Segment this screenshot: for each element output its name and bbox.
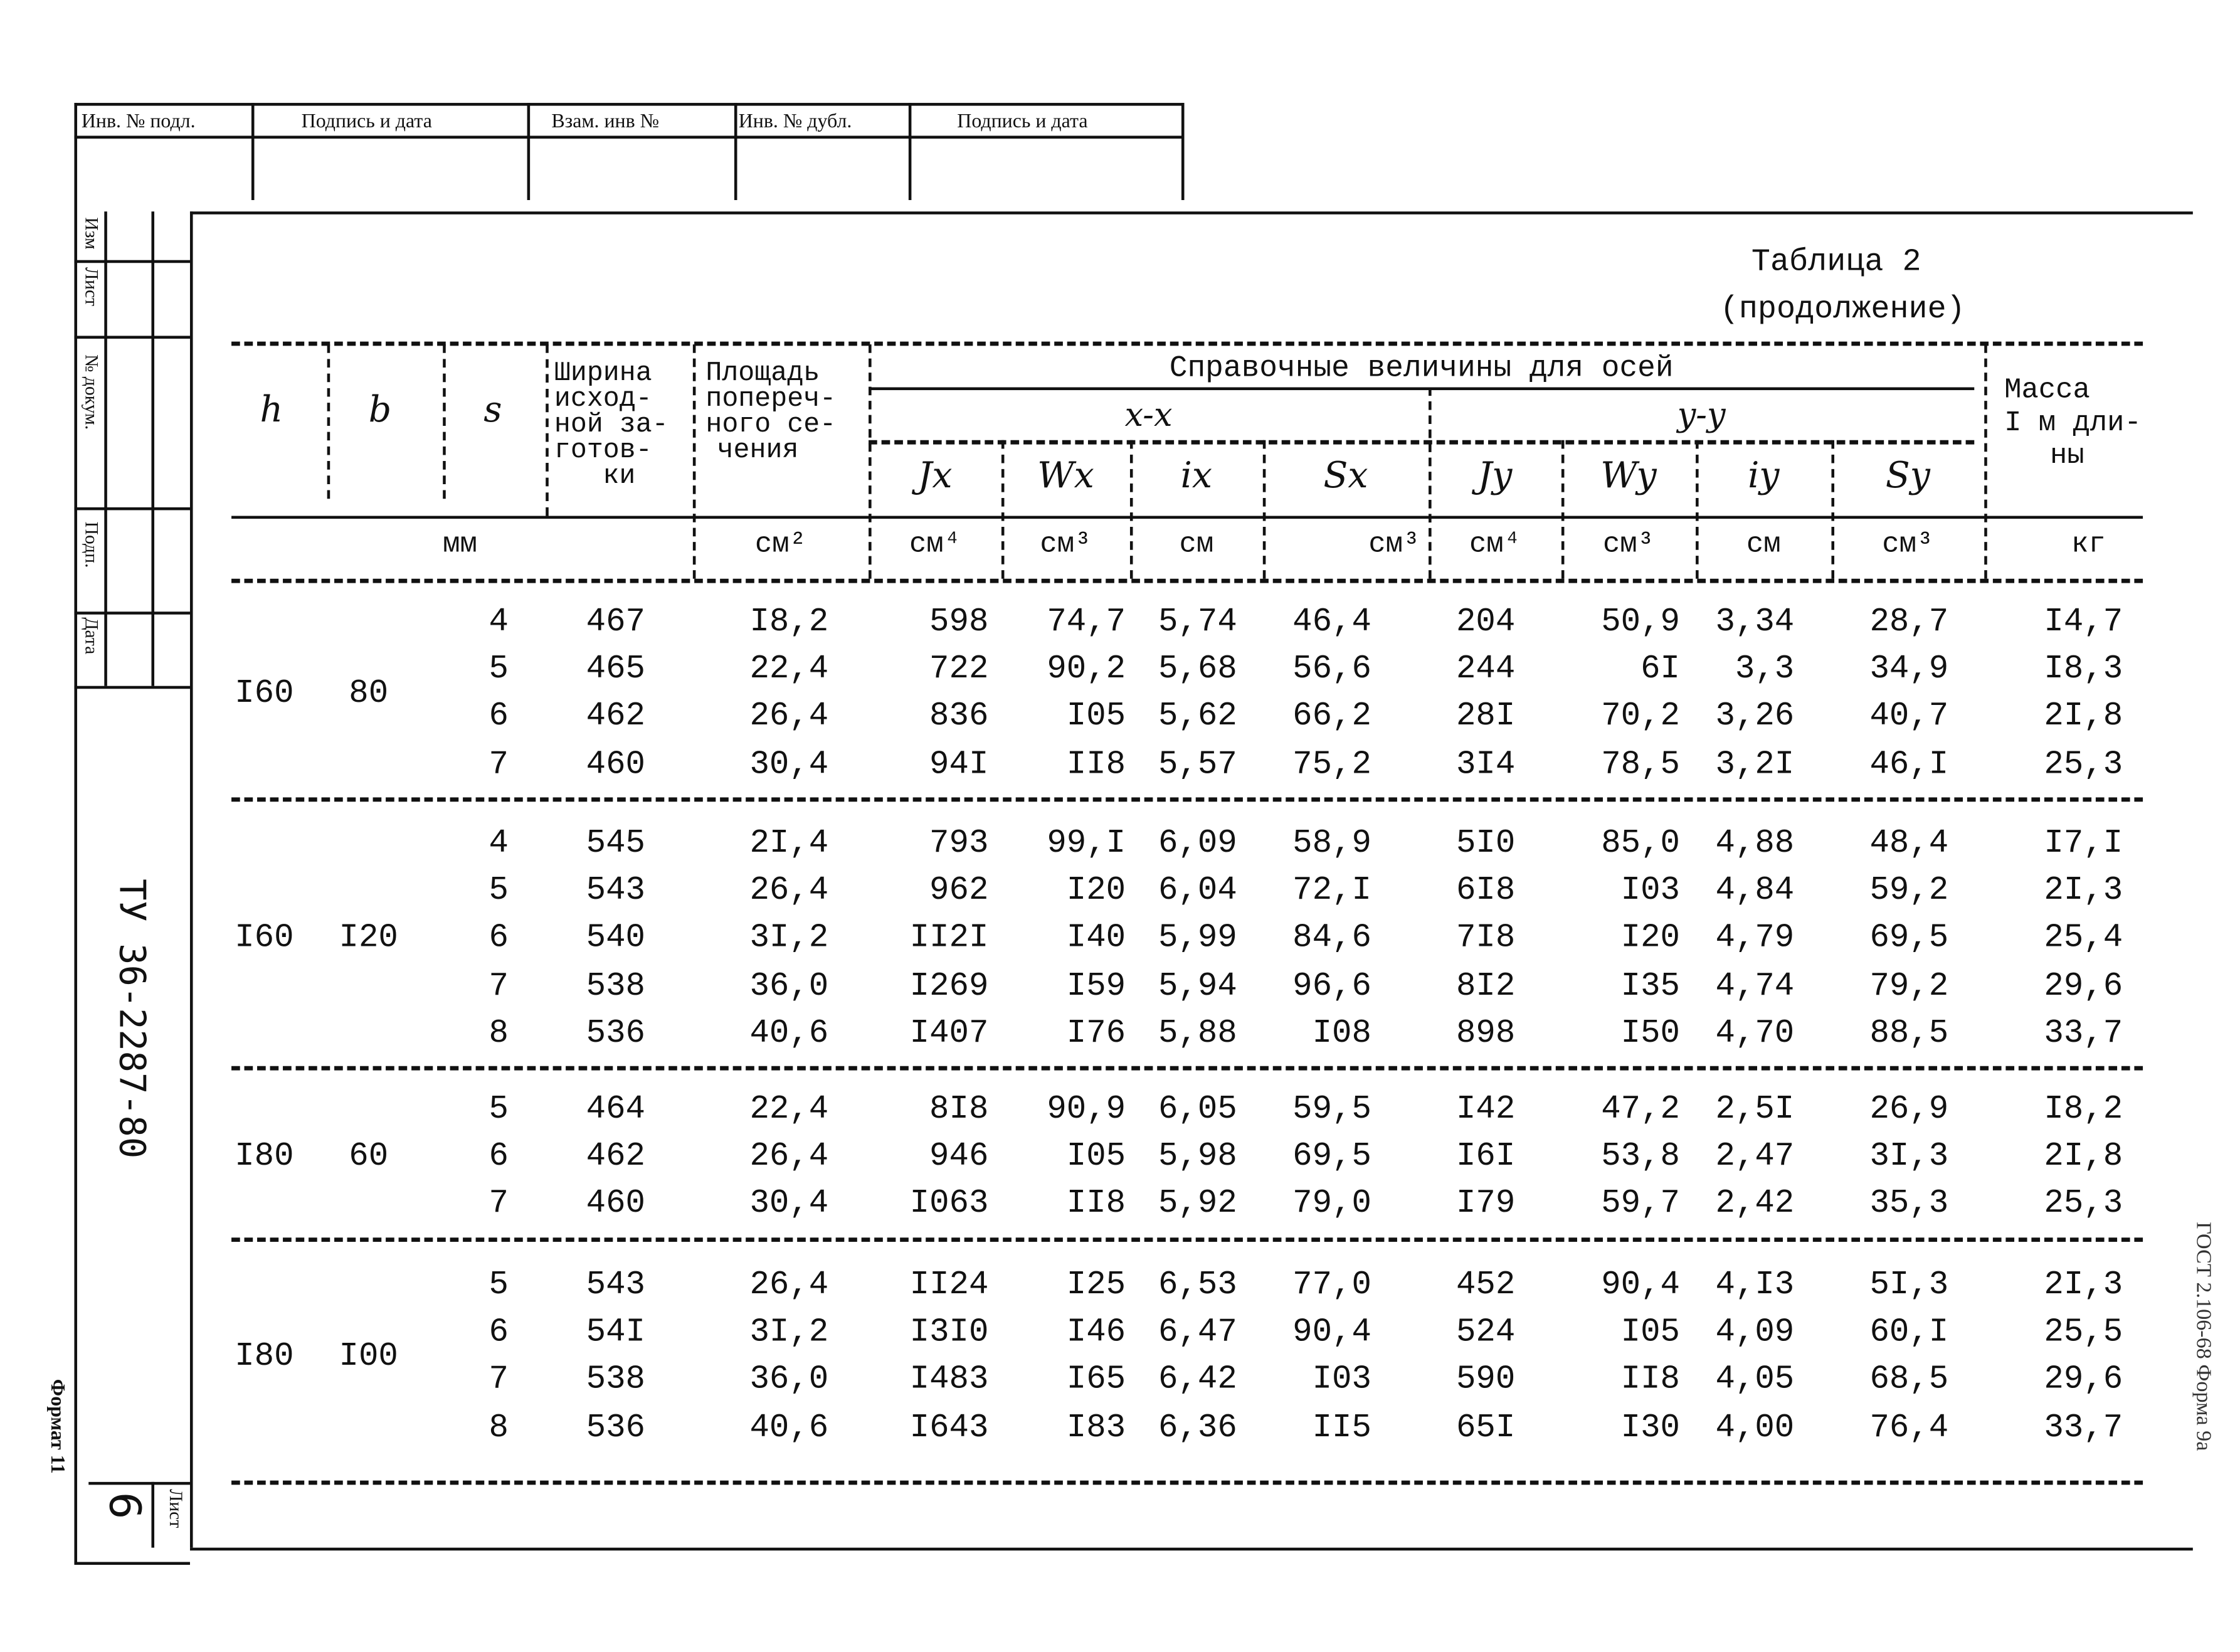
cell-wx: 90,2: [1047, 650, 1126, 688]
cell-ix: 6,47: [1158, 1313, 1237, 1351]
cell-width: 467: [586, 603, 646, 640]
cell-h: I60: [235, 919, 294, 957]
cell-width: 543: [586, 872, 646, 909]
cell-jy: 524: [1455, 1313, 1516, 1351]
cell-s: 7: [489, 1185, 509, 1223]
cell-width: 54I: [586, 1313, 646, 1351]
cell-sy: 46,I: [1869, 745, 1949, 783]
cell-wx: I05: [1066, 1138, 1126, 1175]
cell-wx: I59: [1066, 966, 1126, 1004]
cell-mass: I8,3: [2044, 650, 2123, 688]
cell-sy: 79,2: [1869, 966, 1949, 1004]
cell-mass: 29,6: [2044, 966, 2123, 1004]
cell-mass: 25,3: [2044, 1185, 2123, 1223]
cell-jx: I3I0: [909, 1313, 989, 1351]
header-sep: [443, 344, 446, 499]
cell-iy: 4,09: [1715, 1313, 1795, 1351]
cell-s: 6: [489, 1138, 509, 1175]
margin-row-line: [74, 507, 190, 511]
header-mass: [2004, 374, 2142, 473]
cell-area: 40,6: [749, 1408, 829, 1446]
cell-jy: 244: [1455, 650, 1516, 688]
sheet-box-top: [88, 1482, 190, 1485]
stamp-divider: [251, 103, 255, 200]
stamp-podpis-data-2: Подпись и дата: [957, 111, 1088, 133]
cell-jy: 6I8: [1455, 872, 1516, 909]
cell-iy: 3,2I: [1715, 745, 1795, 783]
unit-mass: кг: [2071, 529, 2106, 562]
cell-b: 80: [349, 674, 389, 712]
cell-ix: 5,68: [1158, 650, 1237, 688]
frame-inner-left: [190, 211, 193, 1547]
cell-s: 5: [489, 650, 509, 688]
frame-bottom-left: [74, 1562, 190, 1565]
frame-top: [190, 211, 2193, 214]
cell-s: 4: [489, 603, 509, 640]
cell-jy: 3I4: [1455, 745, 1516, 783]
margin-dokum: № докум.: [81, 354, 103, 430]
cell-s: 4: [489, 824, 509, 862]
cell-area: 26,4: [749, 697, 829, 736]
cell-wy: 59,7: [1601, 1185, 1680, 1223]
margin-col-line: [104, 211, 107, 686]
header-wx: Wx: [1037, 454, 1094, 496]
cell-iy: 4,79: [1715, 919, 1795, 957]
header-axis-y: y-y: [1677, 397, 1726, 435]
sheet-label: Лист: [166, 1489, 188, 1528]
cell-sx: 75,2: [1292, 745, 1371, 783]
cell-sy: 35,3: [1869, 1185, 1949, 1223]
cell-sx: 59,5: [1292, 1090, 1371, 1128]
cell-sy: 59,2: [1869, 872, 1949, 909]
format-label: Формат 11: [45, 1379, 68, 1474]
cell-jx: 8I8: [929, 1090, 989, 1128]
cell-width: 536: [586, 1408, 646, 1446]
header-width-line: готов-: [554, 434, 652, 466]
cell-area: 3I,2: [749, 919, 829, 957]
header-jx: Jx: [917, 454, 953, 496]
cell-jx: 793: [929, 824, 989, 862]
cell-ix: 5,92: [1158, 1185, 1237, 1223]
cell-wx: 99,I: [1047, 824, 1126, 862]
cell-width: 538: [586, 966, 646, 1004]
cell-h: I80: [235, 1337, 294, 1375]
header-sep: [546, 344, 549, 516]
sheet-number: 6: [98, 1491, 149, 1520]
cell-s: 8: [489, 1014, 509, 1052]
cell-mass: I4,7: [2044, 603, 2123, 640]
stamp-divider: [527, 103, 531, 200]
margin-row-line: [74, 612, 190, 615]
header-reference: Справочные величины для осей: [1169, 352, 1674, 386]
cell-sx: 56,6: [1292, 650, 1371, 688]
cell-sy: 69,5: [1869, 919, 1949, 957]
axis-under-rule: [869, 440, 1974, 445]
cell-width: 462: [586, 1138, 646, 1175]
header-sep: [327, 344, 330, 499]
cell-width: 464: [586, 1090, 646, 1128]
header-bottom-rule: [231, 516, 2143, 519]
header-ix: ix: [1180, 454, 1213, 496]
cell-jx: I483: [909, 1361, 989, 1399]
cell-jx: II24: [909, 1266, 989, 1304]
cell-mass: 2I,3: [2044, 872, 2123, 909]
unit-area: см²: [754, 529, 806, 562]
cell-s: 6: [489, 697, 509, 736]
cell-sy: 34,9: [1869, 650, 1949, 688]
header-mass-line: I м дли-: [2004, 407, 2142, 440]
cell-area: 30,4: [749, 745, 829, 783]
cell-sy: 40,7: [1869, 697, 1949, 736]
cell-area: 36,0: [749, 1361, 829, 1399]
cell-area: 36,0: [749, 966, 829, 1004]
cell-iy: 4,70: [1715, 1014, 1795, 1052]
stamp-mid-line: [74, 135, 1184, 139]
cell-wy: 78,5: [1601, 745, 1680, 783]
margin-podp: Подп.: [81, 521, 103, 568]
cell-mass: 25,3: [2044, 745, 2123, 783]
cell-jy: 65I: [1455, 1408, 1516, 1446]
cell-wy: 90,4: [1601, 1266, 1680, 1304]
cell-jy: 590: [1455, 1361, 1516, 1399]
unit-ix: см: [1179, 529, 1214, 562]
header-area-line: попереч-: [705, 383, 837, 415]
cell-sy: 60,I: [1869, 1313, 1949, 1351]
header-area: [705, 357, 837, 466]
cell-mass: 33,7: [2044, 1408, 2123, 1446]
cell-sy: 28,7: [1869, 603, 1949, 640]
cell-width: 460: [586, 745, 646, 783]
cell-jy: 204: [1455, 603, 1516, 640]
cell-area: 26,4: [749, 1138, 829, 1175]
cell-jy: I42: [1455, 1090, 1516, 1128]
cell-sx: I08: [1312, 1014, 1371, 1052]
header-axis-x: x-x: [1124, 397, 1173, 435]
cell-wx: I46: [1066, 1313, 1126, 1351]
cell-mass: 2I,8: [2044, 697, 2123, 736]
header-width-line: исход-: [554, 383, 652, 415]
cell-sy: 68,5: [1869, 1361, 1949, 1399]
cell-sx: II5: [1312, 1408, 1371, 1446]
cell-iy: 4,I3: [1715, 1266, 1795, 1304]
cell-sx: 96,6: [1292, 966, 1371, 1004]
cell-mass: 29,6: [2044, 1361, 2123, 1399]
cell-wx: 90,9: [1047, 1090, 1126, 1128]
cell-wx: I83: [1066, 1408, 1126, 1446]
cell-sx: 46,4: [1292, 603, 1371, 640]
unit-mm: мм: [443, 529, 477, 562]
cell-iy: 3,34: [1715, 603, 1795, 640]
cell-jy: 452: [1455, 1266, 1516, 1304]
cell-ix: 6,53: [1158, 1266, 1237, 1304]
units-bottom-rule: [231, 579, 2143, 583]
cell-sx: 79,0: [1292, 1185, 1371, 1223]
unit-wx: см³: [1040, 529, 1092, 562]
doc-code: ТУ 36-2287-80: [111, 879, 153, 1159]
cell-wx: II8: [1066, 1185, 1126, 1223]
margin-data: Дата: [81, 617, 103, 655]
cell-jx: II2I: [909, 919, 989, 957]
cell-area: 22,4: [749, 650, 829, 688]
cell-jy: 28I: [1455, 697, 1516, 736]
stamp-divider: [909, 103, 912, 200]
cell-area: 3I,2: [749, 1313, 829, 1351]
cell-wy: I20: [1620, 919, 1680, 957]
stamp-inv-podl: Инв. № подл.: [81, 111, 196, 133]
cell-sy: 26,9: [1869, 1090, 1949, 1128]
cell-s: 6: [489, 1313, 509, 1351]
unit-sy: см³: [1882, 529, 1934, 562]
header-width-line: ки: [603, 460, 636, 492]
unit-wy: см³: [1602, 529, 1654, 562]
stamp-inv-dubl: Инв. № дубл.: [738, 111, 852, 133]
cell-jy: 7I8: [1455, 919, 1516, 957]
sheet-box-divider: [151, 1482, 154, 1548]
table-title: Таблица 2: [1751, 244, 1921, 280]
header-h: h: [260, 388, 283, 430]
cell-area: 26,4: [749, 1266, 829, 1304]
cell-wx: I20: [1066, 872, 1126, 909]
group-separator: [231, 1066, 2143, 1071]
cell-jx: 94I: [929, 745, 989, 783]
cell-jx: 836: [929, 697, 989, 736]
cell-area: 26,4: [749, 872, 829, 909]
cell-sx: 58,9: [1292, 824, 1371, 862]
cell-sy: 48,4: [1869, 824, 1949, 862]
cell-sx: 69,5: [1292, 1138, 1371, 1175]
header-s: s: [483, 388, 502, 430]
cell-area: 40,6: [749, 1014, 829, 1052]
cell-mass: 25,4: [2044, 919, 2123, 957]
cell-iy: 4,74: [1715, 966, 1795, 1004]
cell-b: I20: [339, 919, 398, 957]
header-area-line: Площадь: [705, 357, 820, 389]
cell-wy: 53,8: [1601, 1138, 1680, 1175]
cell-sx: 77,0: [1292, 1266, 1371, 1304]
cell-width: 543: [586, 1266, 646, 1304]
margin-list: Лист: [81, 267, 103, 307]
cell-wy: I30: [1620, 1408, 1680, 1446]
cell-sy: 3I,3: [1869, 1138, 1949, 1175]
cell-h: I80: [235, 1138, 294, 1175]
cell-s: 7: [489, 1361, 509, 1399]
cell-ix: 5,99: [1158, 919, 1237, 957]
cell-wx: I76: [1066, 1014, 1126, 1052]
cell-wy: 70,2: [1601, 697, 1680, 736]
cell-jx: I063: [909, 1185, 989, 1223]
stamp-divider: [734, 103, 737, 200]
header-sy: Sy: [1885, 454, 1930, 496]
cell-ix: 5,74: [1158, 603, 1237, 640]
cell-ix: 5,94: [1158, 966, 1237, 1004]
gost-form: ГОСТ 2.106-68 Форма 9а: [2191, 1222, 2214, 1451]
cell-sx: 72,I: [1292, 872, 1371, 909]
cell-sy: 88,5: [1869, 1014, 1949, 1052]
cell-iy: 2,5I: [1715, 1090, 1795, 1128]
cell-jx: 962: [929, 872, 989, 909]
cell-ix: 6,05: [1158, 1090, 1237, 1128]
cell-area: I8,2: [749, 603, 829, 640]
cell-s: 7: [489, 745, 509, 783]
cell-iy: 2,42: [1715, 1185, 1795, 1223]
cell-width: 465: [586, 650, 646, 688]
cell-s: 5: [489, 872, 509, 909]
cell-mass: I8,2: [2044, 1090, 2123, 1128]
cell-jy: 898: [1455, 1014, 1516, 1052]
unit-jx: см⁴: [909, 529, 961, 562]
group-separator: [231, 797, 2143, 802]
cell-width: 538: [586, 1361, 646, 1399]
cell-sx: I03: [1312, 1361, 1371, 1399]
header-sx: Sx: [1323, 454, 1368, 496]
unit-sx: см³: [1368, 529, 1420, 562]
cell-ix: 6,42: [1158, 1361, 1237, 1399]
cell-iy: 3,26: [1715, 697, 1795, 736]
stamp-top-line: [74, 103, 1184, 106]
cell-jy: I79: [1455, 1185, 1516, 1223]
cell-jx: I643: [909, 1408, 989, 1446]
cell-mass: 33,7: [2044, 1014, 2123, 1052]
header-iy: iy: [1748, 454, 1780, 496]
header-mass-line: Масса: [2004, 374, 2090, 408]
cell-iy: 4,88: [1715, 824, 1795, 862]
stamp-vzam-inv: Взам. инв №: [551, 111, 660, 133]
unit-jy: см⁴: [1469, 529, 1521, 562]
cell-ix: 6,36: [1158, 1408, 1237, 1446]
cell-jx: 598: [929, 603, 989, 640]
margin-row-line: [74, 336, 190, 339]
cell-wx: I40: [1066, 919, 1126, 957]
cell-s: 6: [489, 919, 509, 957]
cell-sx: 66,2: [1292, 697, 1371, 736]
table-top-rule: [231, 342, 2143, 346]
cell-iy: 3,3: [1735, 650, 1795, 688]
cell-jx: 946: [929, 1138, 989, 1175]
stamp-podpis-data: Подпись и дата: [301, 111, 432, 133]
cell-wx: 74,7: [1047, 603, 1126, 640]
cell-wy: 85,0: [1601, 824, 1680, 862]
cell-sx: 84,6: [1292, 919, 1371, 957]
cell-width: 462: [586, 697, 646, 736]
cell-iy: 4,84: [1715, 872, 1795, 909]
cell-jy: 8I2: [1455, 966, 1516, 1004]
stamp-divider: [1181, 103, 1185, 200]
cell-wy: 6I: [1640, 650, 1680, 688]
cell-mass: I7,I: [2044, 824, 2123, 862]
group-separator: [231, 1237, 2143, 1242]
cell-ix: 5,57: [1158, 745, 1237, 783]
cell-iy: 2,47: [1715, 1138, 1795, 1175]
cell-sy: 5I,3: [1869, 1266, 1949, 1304]
cell-s: 8: [489, 1408, 509, 1446]
header-b: b: [368, 388, 392, 430]
frame-bottom: [190, 1548, 2193, 1551]
header-width-line: ной за-: [554, 408, 668, 440]
cell-s: 5: [489, 1090, 509, 1128]
cell-jy: I6I: [1455, 1138, 1516, 1175]
cell-s: 5: [489, 1266, 509, 1304]
cell-iy: 4,00: [1715, 1408, 1795, 1446]
cell-h: I60: [235, 674, 294, 712]
margin-row-line: [74, 686, 190, 689]
cell-mass: 2I,3: [2044, 1266, 2123, 1304]
header-wy: Wy: [1600, 454, 1657, 496]
cell-wy: I35: [1620, 966, 1680, 1004]
cell-sy: 76,4: [1869, 1408, 1949, 1446]
cell-b: I00: [339, 1337, 398, 1375]
cell-wx: I25: [1066, 1266, 1126, 1304]
cell-wx: II8: [1066, 745, 1126, 783]
cell-width: 540: [586, 919, 646, 957]
cell-area: 22,4: [749, 1090, 829, 1128]
margin-col-line: [151, 211, 154, 686]
cell-mass: 25,5: [2044, 1313, 2123, 1351]
cell-wy: II8: [1620, 1361, 1680, 1399]
cell-area: 30,4: [749, 1185, 829, 1223]
cell-wy: 50,9: [1601, 603, 1680, 640]
cell-wx: I65: [1066, 1361, 1126, 1399]
cell-width: 536: [586, 1014, 646, 1052]
cell-ix: 5,98: [1158, 1138, 1237, 1175]
unit-iy: см: [1746, 529, 1781, 562]
cell-width: 460: [586, 1185, 646, 1223]
header-width-line: Ширина: [554, 357, 652, 389]
cell-ix: 5,62: [1158, 697, 1237, 736]
cell-wy: 47,2: [1601, 1090, 1680, 1128]
cell-mass: 2I,8: [2044, 1138, 2123, 1175]
cell-s: 7: [489, 966, 509, 1004]
cell-wy: I03: [1620, 872, 1680, 909]
cell-wy: I05: [1620, 1313, 1680, 1351]
cell-wy: I50: [1620, 1014, 1680, 1052]
cell-sx: 90,4: [1292, 1313, 1371, 1351]
table-bottom-rule: [231, 1481, 2143, 1485]
cell-ix: 5,88: [1158, 1014, 1237, 1052]
cell-jx: I269: [909, 966, 989, 1004]
cell-area: 2I,4: [749, 824, 829, 862]
cell-width: 545: [586, 824, 646, 862]
cell-jx: 722: [929, 650, 989, 688]
header-mass-line: ны: [2050, 440, 2084, 474]
frame-outer-left: [74, 103, 77, 1564]
cell-jy: 5I0: [1455, 824, 1516, 862]
cell-b: 60: [349, 1138, 389, 1175]
reference-under-rule: [869, 387, 1974, 390]
header-area-line: ного се-: [705, 408, 837, 440]
header-jy: Jy: [1477, 454, 1513, 496]
header-width: [554, 357, 668, 492]
table-subtitle: (продолжение): [1720, 291, 1965, 327]
margin-row-line: [74, 260, 190, 263]
cell-ix: 6,04: [1158, 872, 1237, 909]
cell-jx: I407: [909, 1014, 989, 1052]
header-area-line: чения: [717, 434, 799, 466]
cell-iy: 4,05: [1715, 1361, 1795, 1399]
cell-wx: I05: [1066, 697, 1126, 736]
margin-izm: Изм: [81, 217, 103, 250]
cell-ix: 6,09: [1158, 824, 1237, 862]
